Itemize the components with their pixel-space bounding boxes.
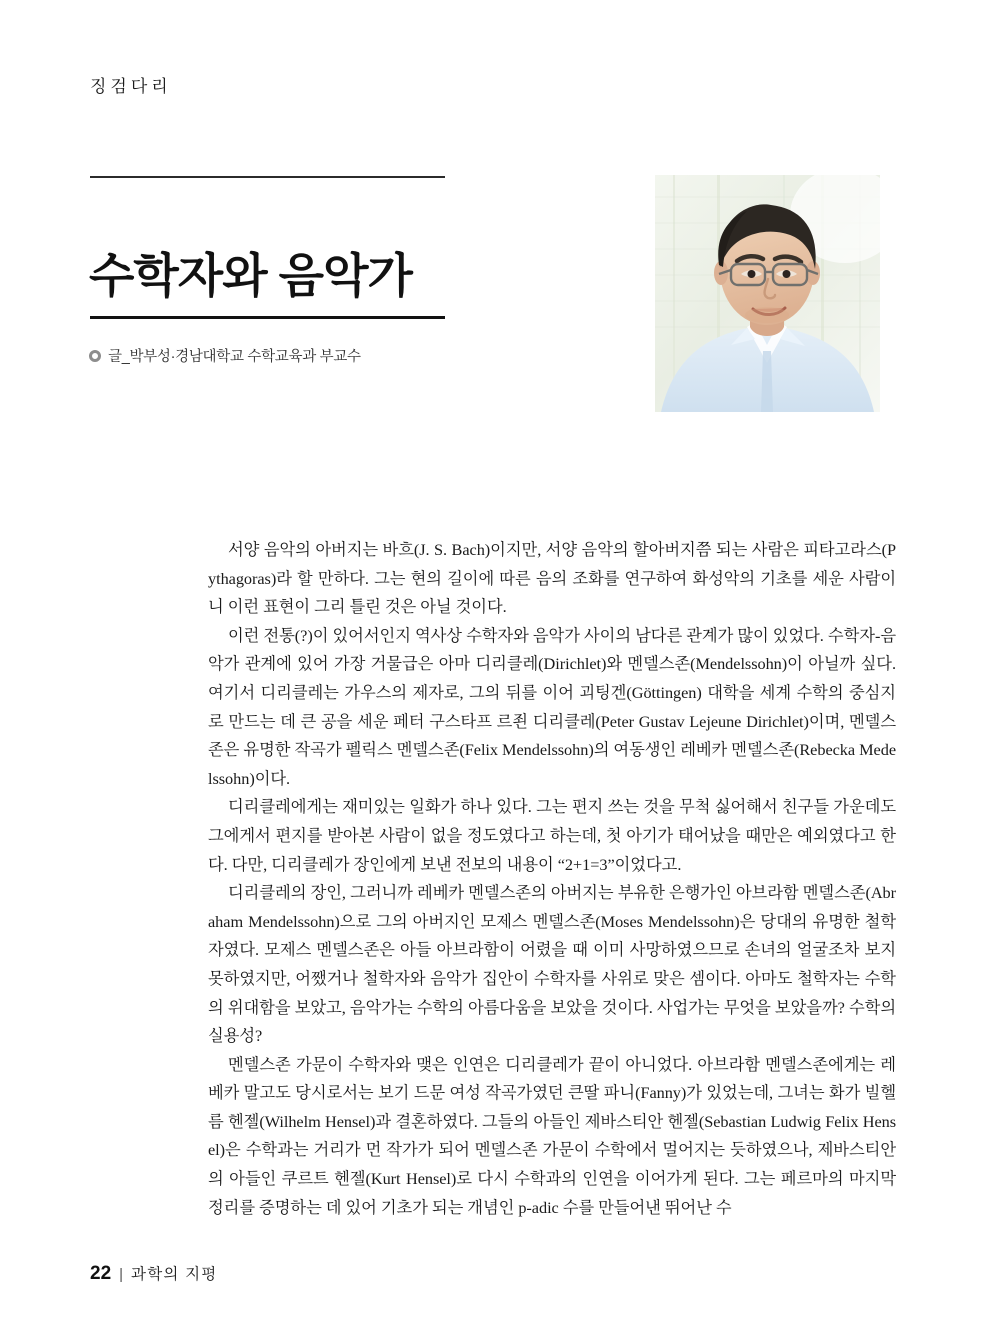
byline-text: 글_박부성·경남대학교 수학교육과 부교수 xyxy=(108,349,361,365)
title-rule-bottom xyxy=(90,316,445,319)
running-header: 징검다리 xyxy=(90,77,172,96)
page-footer xyxy=(90,1262,217,1285)
author-portrait-photo xyxy=(655,175,880,412)
title-rule-top xyxy=(90,176,445,178)
paragraph: 이런 전통(?)이 있어서인지 역사상 수학자와 음악가 사이의 남다른 관계가 많이 있었다. 수학자-음악가 관계에 있어 가장 거물급은 아마 디리클레(Dirichlet)와 멘델스존(Mendelssohn)이 아닐까 싶다. 여기서 디리클레는 가우스의 제자로, 그의 뒤를 이어 괴팅겐(Göttingen) 대학을 세계 수학의 중심지로 만드는 데 큰 공을 세운 페터 구스타프 르죈 디리클레(Peter Gustav Lejeune Dirichlet)이며, 멘델스존은 유명한 작곡가 펠릭스 멘델스존(Felix Mendelssohn)의 여동생인 레베카 멘델스존(Rebecka Medelssohn)이다. xyxy=(208,625,896,788)
paragraph: 디리클레에게는 재미있는 일화가 하나 있다. 그는 편지 쓰는 것을 무척 싫어해서 친구들 가운데도 그에게서 편지를 받아본 사람이 없을 정도였다고 하는데, 첫 아기가 태어났을 때만은 예외였다고 한다. 다만, 디리클레가 장인에게 보낸 전보의 내용이 “2+1=3”이었다고. xyxy=(208,797,896,874)
footer-separator: | xyxy=(119,1266,124,1283)
paragraph: 디리클레의 장인, 그러니까 레베카 멘델스존의 아버지는 부유한 은행가인 아브라함 멘델스존(Abraham Mendelssohn)으로 그의 아버지인 모제스 멘델스존(Moses Mendelssohn)은 당대의 유명한 철학자였다. 모제스 멘델스존은 아들 아브라함이 어렸을 때 이미 사망하였으므로 손녀의 얼굴조차 보지 못하였지만, 어쨌거나 철학자와 음악가 집안이 수학자를 사위로 맞은 셈이다. 아마도 철학자는 수학의 위대함을 보았고, 음악가는 수학의 아름다움을 보았을 것이다. 사업가는 무엇을 보았을까? 수학의 실용성? xyxy=(208,883,896,1046)
publication-name: 과학의 지평 xyxy=(131,1266,218,1283)
page-title: 수학자와 음악가 xyxy=(89,249,412,303)
byline xyxy=(89,345,361,366)
article-body xyxy=(208,536,896,1222)
paragraph: 서양 음악의 아버지는 바흐(J. S. Bach)이지만, 서양 음악의 할아버지쯤 되는 사람은 피타고라스(Pythagoras)라 할 만하다. 그는 현의 길이에 따른 음의 조화를 연구하여 화성악의 기초를 세운 사람이니 이런 표현이 그리 틀린 것은 아닐 것이다. xyxy=(208,540,896,617)
page-number: 22 xyxy=(90,1263,112,1284)
paragraph: 멘델스존 가문이 수학자와 맺은 인연은 디리클레가 끝이 아니었다. 아브라함 멘델스존에게는 레베카 말고도 당시로서는 보기 드문 여성 작곡가였던 큰딸 파니(Fanny)가 있었는데, 그녀는 화가 빌헬름 헨젤(Wilhelm Hensel)과 결혼하였다. 그들의 아들인 제바스티안 헨젤(Sebastian Ludwig Felix Hensel)은 수학과는 거리가 먼 작가가 되어 멘델스존 가문이 수학에서 멀어지는 듯하였으나, 제바스티안의 아들인 쿠르트 헨젤(Kurt Hensel)로 다시 수학과의 인연을 이어가게 된다. 그는 페르마의 마지막 정리를 증명하는 데 있어 기초가 되는 개념인 p-adic 수를 만들어낸 뛰어난 수 xyxy=(208,1054,896,1217)
ring-bullet-icon xyxy=(89,350,101,362)
